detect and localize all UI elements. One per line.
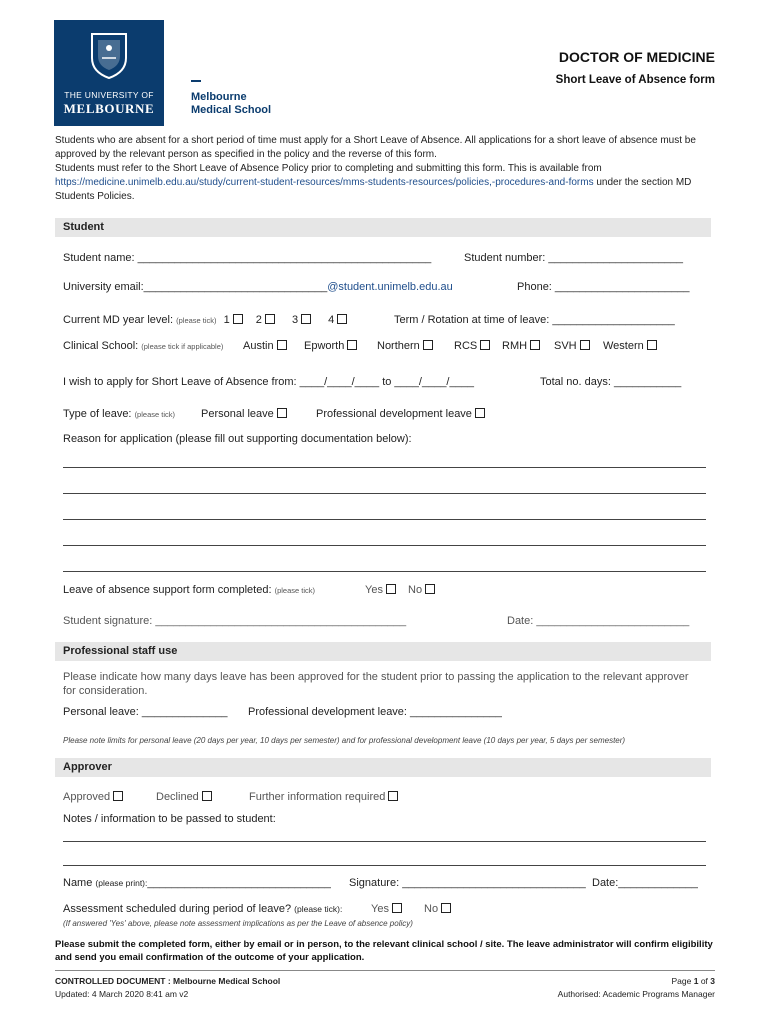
leave-prof-option[interactable]: Professional development leave xyxy=(316,408,485,420)
year-please-tick: (please tick) xyxy=(176,316,217,325)
phone-field[interactable]: Phone: ______________________ xyxy=(517,281,690,293)
intro-p2-end: under the section MD Students Policies. xyxy=(55,177,692,202)
year-level-row xyxy=(63,314,347,326)
checkbox-icon[interactable] xyxy=(441,903,451,913)
school-rcs[interactable]: RCS xyxy=(454,340,490,352)
checkbox-icon[interactable] xyxy=(301,314,311,324)
university-logo xyxy=(54,20,164,126)
assessment-label: Assessment scheduled during period of leave? xyxy=(63,903,292,915)
school-divider xyxy=(191,80,201,82)
approver-approved[interactable]: Approved xyxy=(63,791,123,803)
rotation-field[interactable]: Term / Rotation at time of leave: ____________________ xyxy=(394,314,675,326)
checkbox-icon[interactable] xyxy=(265,314,275,324)
school-epworth[interactable]: Epworth xyxy=(304,340,357,352)
intro-p2-start: Students must refer to the Short Leave of Absence Policy prior to completing and submitting this form. This is available from xyxy=(55,163,602,174)
intro-text xyxy=(55,134,715,204)
staff-instructions: Please indicate how many days leave has been approved for the student prior to passing the application to the relevant approver for consideration. xyxy=(63,671,689,697)
assessment-note: (If answered 'Yes' above, please note assessment implications as per the Leave of absence policy) xyxy=(63,919,413,928)
email-domain: @student.unimelb.edu.au xyxy=(327,281,453,293)
year-option-1[interactable]: 1 xyxy=(224,314,243,326)
total-days-field[interactable]: Total no. days: ___________ xyxy=(540,376,682,388)
checkbox-icon[interactable] xyxy=(233,314,243,324)
approver-name-please: (please print): xyxy=(95,878,148,888)
checkbox-icon[interactable] xyxy=(480,340,490,350)
assessment-yes[interactable]: Yes xyxy=(371,903,402,915)
staff-limits-note: Please note limits for personal leave (20 days per year, 10 days per semester) and for professional development leave (10 days per year, 5 days per semester) xyxy=(63,736,626,745)
assessment-no[interactable]: No xyxy=(424,903,451,915)
approver-declined[interactable]: Declined xyxy=(156,791,212,803)
reason-line-3[interactable] xyxy=(63,519,706,520)
section-student xyxy=(55,218,711,237)
support-form-row xyxy=(63,584,315,596)
checkbox-icon[interactable] xyxy=(277,408,287,418)
section-student-label: Student xyxy=(63,221,104,233)
approver-name-field[interactable] xyxy=(63,877,331,889)
clinical-school-row xyxy=(63,340,223,352)
checkbox-icon[interactable] xyxy=(113,791,123,801)
policy-link[interactable]: https://medicine.unimelb.edu.au/study/current-student-resources/mms-students-resources/policies,-procedures-and-forms xyxy=(55,177,594,188)
checkbox-icon[interactable] xyxy=(423,340,433,350)
footer-divider xyxy=(55,970,715,971)
checkbox-icon[interactable] xyxy=(580,340,590,350)
section-approver xyxy=(55,758,711,777)
approver-name-label: Name xyxy=(63,877,93,889)
checkbox-icon[interactable] xyxy=(425,584,435,594)
checkbox-icon[interactable] xyxy=(202,791,212,801)
leave-type-row xyxy=(63,408,175,420)
approver-notes-label: Notes / information to be passed to student: xyxy=(63,813,276,825)
submit-instructions: Please submit the completed form, either by email or in person, to the relevant clinical school / site. The leave administrator will confirm eligibility and send you email confirmation of the outcome of your application. xyxy=(55,939,713,963)
email-field[interactable] xyxy=(63,281,453,293)
school-line1: Melbourne xyxy=(191,91,247,103)
section-staff xyxy=(55,642,711,661)
reason-line-2[interactable] xyxy=(63,493,706,494)
reason-line-4[interactable] xyxy=(63,545,706,546)
crest-icon xyxy=(88,30,130,80)
school-austin[interactable]: Austin xyxy=(243,340,287,352)
doc-title: DOCTOR OF MEDICINE xyxy=(558,49,715,65)
section-staff-label: Professional staff use xyxy=(63,645,178,657)
support-yes[interactable]: Yes xyxy=(365,584,396,596)
intro-p2 xyxy=(55,162,715,204)
logo-line2: MELBOURNE xyxy=(63,101,155,116)
school-northern[interactable]: Northern xyxy=(377,340,433,352)
doc-subtitle: Short Leave of Absence form xyxy=(555,74,715,86)
checkbox-icon[interactable] xyxy=(475,408,485,418)
apply-dates-field[interactable]: I wish to apply for Short Leave of Absence from: ____/____/____ to ____/____/____ xyxy=(63,376,474,388)
approver-signature-field[interactable]: Signature: ______________________________ xyxy=(349,877,586,889)
checkbox-icon[interactable] xyxy=(337,314,347,324)
section-approver-label: Approver xyxy=(63,761,112,773)
checkbox-icon[interactable] xyxy=(647,340,657,350)
intro-p1: Students who are absent for a short period of time must apply for a Short Leave of Absence. All applications for a short leave of absence must be approved by the relevant person as specified in the policy and the reverse of this form. xyxy=(55,135,696,160)
assessment-tick: (please tick): xyxy=(294,904,343,914)
checkbox-icon[interactable] xyxy=(347,340,357,350)
page-number: Page 1 of 3 xyxy=(671,976,715,986)
checkbox-icon[interactable] xyxy=(277,340,287,350)
leave-personal-option[interactable]: Personal leave xyxy=(201,408,287,420)
approver-date-field[interactable]: Date:_____________ xyxy=(592,877,698,889)
student-name-field[interactable]: Student name: ________________________________________________ xyxy=(63,252,432,264)
year-option-2[interactable]: 2 xyxy=(256,314,275,326)
reason-label: Reason for application (please fill out supporting documentation below): xyxy=(63,433,412,445)
school-line2: Medical School xyxy=(191,104,272,116)
school-rmh[interactable]: RMH xyxy=(502,340,540,352)
notes-line-2[interactable] xyxy=(63,865,706,866)
checkbox-icon[interactable] xyxy=(388,791,398,801)
checkbox-icon[interactable] xyxy=(386,584,396,594)
approver-name-line: ______________________________ xyxy=(147,877,331,889)
student-signature-field[interactable]: Student signature: _________________________________________ xyxy=(63,615,407,627)
checkbox-icon[interactable] xyxy=(530,340,540,350)
year-option-4[interactable]: 4 xyxy=(328,314,347,326)
staff-prof-field[interactable]: Professional development leave: _______________ xyxy=(248,706,502,718)
support-tick: (please tick) xyxy=(274,586,316,595)
staff-personal-field[interactable]: Personal leave: ______________ xyxy=(63,706,228,718)
leave-type-label: Type of leave: xyxy=(63,408,132,420)
student-date-field[interactable]: Date: _________________________ xyxy=(507,615,690,627)
controlled-doc: CONTROLLED DOCUMENT : Melbourne Medical School xyxy=(55,976,281,986)
clinical-school-label: Clinical School: xyxy=(63,340,139,352)
school-western[interactable]: Western xyxy=(603,340,657,352)
leave-type-tick: (please tick) xyxy=(134,410,175,419)
student-number-field[interactable]: Student number: ______________________ xyxy=(464,252,683,264)
logo-line1: THE UNIVERSITY OF xyxy=(64,90,154,100)
reason-line-5[interactable] xyxy=(63,571,706,572)
notes-line-1[interactable] xyxy=(63,841,706,842)
approver-further-info[interactable]: Further information required xyxy=(249,791,398,803)
school-tick-note: (please tick if applicable) xyxy=(141,342,224,351)
year-level-label: Current MD year level: xyxy=(63,314,174,326)
checkbox-icon[interactable] xyxy=(392,903,402,913)
support-no[interactable]: No xyxy=(408,584,435,596)
updated-date: Updated: 4 March 2020 8:41 am v2 xyxy=(55,989,189,999)
assessment-row xyxy=(63,903,342,915)
support-label: Leave of absence support form completed: xyxy=(63,584,272,596)
email-label: University email:______________________________ xyxy=(63,281,328,293)
school-svh[interactable]: SVH xyxy=(554,340,590,352)
reason-line-1[interactable] xyxy=(63,467,706,468)
school-name xyxy=(191,91,271,117)
year-option-3[interactable]: 3 xyxy=(292,314,311,326)
authorised-by: Authorised: Academic Programs Manager xyxy=(557,989,715,999)
